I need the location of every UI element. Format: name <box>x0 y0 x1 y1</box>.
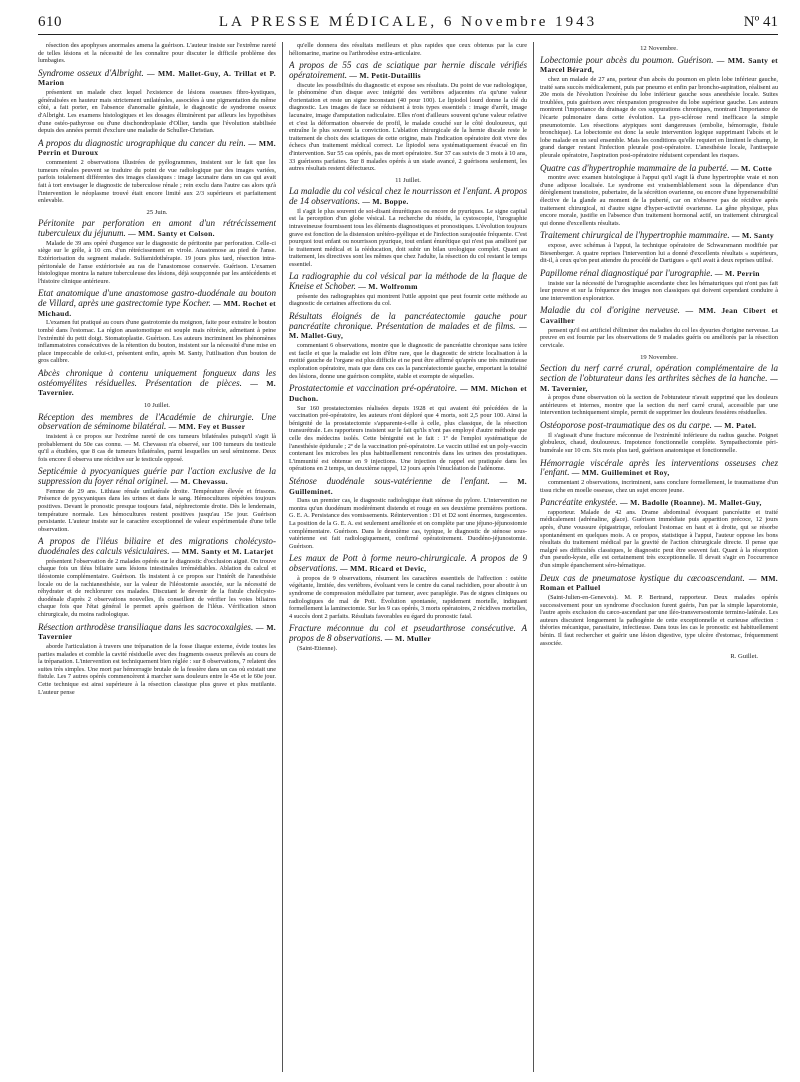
article-title: Péritonite par perforation en amont d'un rétrécissement tuberculeux du jéjunum. <box>38 218 276 239</box>
article <box>289 384 527 473</box>
article-body: chez un malade de 27 ans, porteur d'un abcès du poumon en plein lobe inférieur gauche, traité sans succès médicalement, puis par pneumo et enfin par broncho-aspiration, réalisent au 20e mois de l'évolution l'exérèse du lobe inférieur gauche sous anesthésie locale. Suites troublées, puis guérison avec réexpansion progressive du lobe supérieur gauche. Les auteurs montrent l'importance du drainage de ces suppurations chroniques, montrant l'importance de l'écarte pulmonaire dans cette évolution. La pyo-sclérose rend inefficace la simple pneumotomie. Les résections atypiques sont dangereuses (embolie, hémorragie, fistule bronchique). La lobectomie est donc la seule intervention logique supprimant l'abcès et le lobe malade en un seul ensemble. Mais les conditions qu'elle requiert en limitent le champ, le grand danger restant l'infection pleurale post-opératoire. L'anesthésie locale, l'antisepsie pleurale opératoire, l'aspiration post-opératoire réduisent cependant les risques. <box>540 76 778 159</box>
article-heading <box>289 61 527 80</box>
session-date: 19 Novembre. <box>640 353 678 361</box>
article-authors: — M. Petit-Dutaillis <box>349 70 421 80</box>
session-date: 10 Juillet. <box>143 402 170 410</box>
article-heading <box>38 289 276 318</box>
article-title: Section du nerf carré crural, opération complémentaire de la section de l'obturateur dans les arthrites sèches de la hanche. <box>540 363 778 383</box>
article-authors: — MM. Santy et Marcel Bérard, <box>540 55 778 75</box>
session-date: 25 Juin. <box>146 208 168 216</box>
article-heading <box>540 459 778 478</box>
article <box>289 554 527 620</box>
article-title: Traitement chirurgical de l'hypertrophie mammaire. <box>540 230 730 241</box>
article-title: A propos de 55 cas de sciatique par hernie discale vérifiés opératoirement. <box>289 60 527 80</box>
article-heading <box>38 369 276 398</box>
article-title: A propos du diagnostic urographique du cancer du rein. <box>38 137 246 148</box>
article-heading <box>38 69 276 88</box>
article-title: Maladie du col d'origine nerveuse. <box>540 305 680 316</box>
article <box>289 187 527 268</box>
article-authors: — MM. Santy et Colson. <box>128 229 215 239</box>
article <box>289 624 527 652</box>
article-title: Réception des membres de l'Académie de chirurgie. Une observation de séminome bilatéral. <box>38 411 276 432</box>
article-heading <box>540 574 778 593</box>
article-authors: — M. Tavernier, <box>540 373 778 393</box>
article-authors: — MM. Santy et M. Latarjet <box>171 547 274 557</box>
article-title: Les maux de Pott à forme neuro-chirurgicale. A propos de 9 observations. <box>289 553 527 574</box>
article-title: A propos de l'iléus biliaire et des migrations cholécysto-duodénales des calculs vésiculaires. <box>38 536 276 557</box>
article <box>38 369 276 398</box>
article-body: commentant 2 observations, incriminent, sans conclure formellement, le traumatisme d'un tissu riche en moelle osseuse, chez un sujet encore jeune. <box>540 478 778 494</box>
journal-title: LA PRESSE MÉDICALE, 6 Novembre 1943 <box>218 14 598 30</box>
article-body: présente des radiographies qui montrent l'utile appoint que peut fournir cette méthode au diagnostic de certaines affections du col. <box>289 292 527 308</box>
journal-page <box>38 12 778 696</box>
article-title: Sténose duodénale sous-vatérienne de l'enfant. <box>289 475 490 486</box>
article-body: à propos d'une observation où la section de l'obturateur n'avait supprimé que les douleurs antérieures et internes, montre que la section du nerf carré crural, accessible par une intervention techniquement simple, permit de supprimer les douleurs fessières résiduelles. <box>540 394 778 417</box>
article-heading <box>38 467 276 486</box>
article-authors: — M. Guilleminet. <box>289 476 527 496</box>
article-authors: — M. Tavernier. <box>38 378 276 398</box>
article <box>38 139 276 205</box>
article-title: La radiographie du col vésical par la méthode de la flaque de Kneise et Schober. <box>289 271 527 292</box>
article-body: (Saint-Julien-en-Genevois). M. P. Bertrand, rapporteur. Deux malades opérés successivement pour un syndrome d'occlusion furent guéris, l'un par la simple laparotomie, l'autre après exclusion du cæco-ascendant par une iléo-transversostomie termino-latérale. Les auteurs discutent longuement la pathogénie de cette exceptionnelle et curieuse affection : théories mécanique, parasitaire, infectieuse. Dans tous les cas le pronostic est habituellement bénin. Il faut rechercher et guérir une lésion digestive, type ulcère d'estomac, fréquemment associée. <box>540 593 778 647</box>
article-title: Prostatectomie et vaccination pré-opératoire. <box>289 383 458 394</box>
article-title: Fracture méconnue du col et pseudarthrose consécutive. A propos de 8 observations. <box>289 623 527 644</box>
article-authors: — M. Chevassu. <box>170 477 228 487</box>
article-heading <box>289 312 527 341</box>
article-body: discute les possibilités du diagnostic et expose ses résultats. Du point de vue radiologique, le phénomène d'un disque avec intégrité des vertèbres adjacentes n'a qu'une valeur d'orientation et reste un signe inconstant (40 pour 100). Le lipiodol lourd donne la clé du diagnostic. Les images de face se réduisent à trois types essentiels : image d'arrêt, image lacunaire, image d'amputation radiculaire. Elles n'ont d'ailleurs souvent qu'une valeur relative et c'est la déformation observée de profil, le malade couché sur le côté douloureux, qui entraîne le plus souvent la conviction. L'ablation chirurgicale de la hernie discale reste le traitement de choix des sciatiques de cette origine, mais l'indication opératoire doit vivre des échecs d'un traitement médical correct. Le lipiodol sera systématiquement évacué en fin d'intervention. Sur 55 cas opérés, pas de mort opératoire. Sur 37 cas suivis de 3 mois à 10 ans, 33 guérisons parfaites. Sur 8 malades opérés à un stade avancé, 2 guérisons seulement, les autres résultats restent défectueux. <box>289 81 527 173</box>
article <box>289 477 527 551</box>
article <box>38 467 276 533</box>
issue-number: Nº 41 <box>743 14 778 30</box>
column-divider <box>533 42 534 1072</box>
article-title: Septicémie à pyocyaniques guérie par l'action exclusive de la suppression du foyer rénal originel. <box>38 466 276 487</box>
article-body: Il s'agissait d'une fracture méconnue de l'extrémité inférieure du radius gauche. Poignet globuleux, chaud, douloureux. Impotence fonctionnelle complète. Sympathectomie péri-humérale sur 10 cm. Six mois plus tard, guérison anatomique et fonctionnelle. <box>540 431 778 454</box>
article-heading <box>38 413 276 432</box>
article <box>540 56 778 160</box>
article-authors: — M. Patel. <box>714 421 757 431</box>
article-heading <box>38 537 276 556</box>
article-title: Pancréatite enkystée. <box>540 497 618 508</box>
article-heading <box>540 364 778 393</box>
article-authors: — MM. Perrin et Duroux <box>38 138 276 158</box>
article-body: Il s'agit le plus souvent de soi-disant énurétiques ou encore de pyuriques. Le signe capital est la perception d'un globe vésical. La recherche du résidu, la cystoscopie, l'urographie intraveineuse fournissent tous les éléments diagnostiques et pronostiques. L'évolution toujours grave est fonction de la distension urétéro-pyélique et de l'infection surajoutée fréquente. C'est pourquoi tout enfant ou nourrisson pyurique, tout enfant énurétique qui n'est pas amélioré par le traitement médical et la rééducation, doit subir un bilan urologique complet. Quant au traitement, les directives sont les mêmes que chez l'adulte, la résection du col restant le temps essentiel. <box>289 207 527 268</box>
article-body: pensent qu'il est artificiel d'éliminer des maladies du col les dysuries d'origine nerveuse. La preuve en est fournie par les observations de 9 malades guéris ou améliorés par la résection cervicale. <box>540 326 778 349</box>
article-body: Femme de 29 ans. Lithiase rénale unilatérale droite. Température élevée et frissons. Présence de pyocyaniques dans les urines et dans le sang. Hémocultures répétées toujours positives. Devant le pronostic presque toujours fatal, néphrectomie droite. Dès le lendemain, température normale. Les hémocultures restent positives jusqu'au 15e jour. Guérison persistante. L'auteur insiste sur le caractère exceptionnel de valeur expérimentale d'une telle observation. <box>38 487 276 533</box>
article-authors: — MM. Rochet et Michaud. <box>38 298 276 318</box>
page-header <box>38 12 778 35</box>
article <box>540 421 778 454</box>
article-body: Malade de 39 ans opéré d'urgence sur le diagnostic de péritonite par perforation. Celle-ci siège sur le grêle, à 10 cm. d'un rétrécissement en virole. Anastomose au pied de l'anse. Extériorisation du segment malade. Sulfamidothérapie. 19 jours plus tard, résection intra-péritonéale de l'anse extériorisée au ras de l'anastomose conservée. Guérison. L'examen histologique montra la nature tuberculeuse des lésions, déjà soupçonnée par les antécédents et l'histoire clinique antérieure. <box>38 239 276 285</box>
article-body: présentent un malade chez lequel l'existence de lésions osseuses fibro-kystiques, généralisées en hauteur mais strictement unilatérales, associées à une pigmentation du même côté, a fait porter, en l'absence d'anomalie génitale, le diagnostic de syndrome osseux d'Albright. Les examens histologiques et les dosages éliminèrent par ailleurs les hypothèses d'une ostéo-pathyrose ou d'une dischondroplasie d'Ollier, tandis que l'évolution stabilisée depuis des années permit d'exclure une maladie de Schuller-Christian. <box>38 89 276 135</box>
article-authors: — MM. Jean Cibert et Cavailher <box>540 306 778 326</box>
article-heading <box>540 306 778 325</box>
article-heading <box>38 623 276 642</box>
column-1 <box>38 42 276 1072</box>
article-body: montre avec examen histologique à l'appui qu'il s'agit là d'une hypertrophie vraie et non d'une adipose localisée. Le syndrome est vraisemblablement sous la dépendance d'un dérèglement transitoire, pubertaire, de la sécrétion ovarienne, ou encore d'une hypersensibilité élective de la glande au moment de la puberté, car on n'observe pas de récidive après traitement chirurgical, ni d'autre signe d'hyper-activité ovarienne. La gêne physique, plus encore morale, justifie en l'absence d'un traitement hormonal actif, un traitement chirurgical qui donne d'excellents résultats. <box>540 174 778 227</box>
signature: R. Guillet. <box>730 653 758 661</box>
article <box>289 312 527 380</box>
article-heading <box>289 272 527 291</box>
article-title: Résultats éloignés de la pancréatectomie gauche pour pancréatite chronique. Présentation de malades et de films. <box>289 311 527 331</box>
article-authors: — MM. Mallet-Guy, A. Trillat et P. Marion <box>38 68 276 88</box>
article-body: commentant 6 observations, montre que le diagnostic de pancréatite chronique sans ictère est facile et que la maladie est loin d'être rare, que le diagnostic de stricte localisation à la moitié gauche de l'organe est plus difficile et ne peut être affirmé qu'après une très minutieuse exploration opératoire, mais que dans ces cas la pancréatectomie gauche, emportant la totalité des lésions, donne une guérison complète, stable et exempte de séquelles. <box>289 342 527 380</box>
article-authors: — MM. Roman et Palluel <box>540 573 778 593</box>
article-heading <box>540 56 778 75</box>
article-body: insistent à ce propos sur l'extrême rareté de ces tumeurs bilatérales puisqu'il s'agit là probablement du 50e cas connu. — M. Chevassu n'a observé, sur 100 tumeurs du testicule qu'il a étudiées, que 8 cas de tumeurs bilatérales, parmi lesquelles un seul séminome. Deux fois encore il observa une récidive sur le testicule opposé. <box>38 433 276 463</box>
column-3 <box>540 42 778 1072</box>
article-body: insiste sur la nécessité de l'urographie ascendante chez les hématuriques qui n'ont pas fait leur preuve et sur la fréquence des images non classiques qui doivent cependant conduire à une intervention exploratrice. <box>540 279 778 302</box>
article-body: expose, avec schémas à l'appui, la technique opératoire de Schwarsmann modifiée par Biesenberger. A quatre reprises l'intervention lui a donné d'excellents résultats « supérieurs, dit-il, à ceux qu'on peut attendre du procédé de Dartigues » qu'il avait à deux reprises utilisé. <box>540 242 778 265</box>
article-body: commentent 2 observations illustrées de pyélogrammes, insistent sur le fait que les tumeurs rénales peuvent se traduire du point de vue radiologique par des images variées, parfois totalement différentes des images classiques : image lacunaire dans un cas qui avait fait à tort envisager le diagnostic de tuberculose rénale ; rein exclu dans l'autre cas alors qu'à l'intervention le néoplasme trouvé était encore limité aux 2/3 supérieurs et parfaitement enlevable. <box>38 159 276 205</box>
article-body: L'examen fut pratiqué au cours d'une gastrotomie du moignon, faite pour extraire le bouton tombé dans l'estomac. La région anastomotique est souple mais rétrécie, admettant à peine l'extrémité du petit doigt. Stomatoplastie. Guérison. Les auteurs incriminent les phénomènes inflammatoires consécutives de la rétention du bouton, insistent sur la nécessité d'une mise en place impeccable de celui-ci, présentent enfin, après M. Santy, l'utilisation d'un bouton de gros calibre. <box>38 319 276 365</box>
article-title: Etat anatomique d'une anastomose gastro-duodénale au bouton de Villard, après une gastrectomie type Kocher. <box>38 288 276 308</box>
columns-container <box>38 42 778 1072</box>
article <box>540 364 778 417</box>
article <box>38 219 276 285</box>
article-authors: — M. Badolle (Roanne). M. Mallet-Guy, <box>620 498 762 508</box>
article <box>540 574 778 648</box>
article-title: Syndrome osseux d'Albright. <box>38 67 144 78</box>
article-heading <box>38 139 276 158</box>
article-body: rapporteur. Malade de 42 ans. Drame abdominal évoquant pancréatite et traité médicalement (adrénaline, glace). Guérison immédiate puis apparition précoce, 12 jours après, d'une voussure épigastrique, refoulant l'estomac en haut et à droite, qui se résorbe spontanément en quelques mois. A ce propos, statistique à l'appui, l'auteur oppose les bons résultats du traitement médical par la gravité de l'action chirurgicale directe. Il pense que malgré ses difficultés classiques, le diagnostic peut être souvent fait. Quant à la résorption d'un pseudo-kyste, elle est certainement très exceptionnelle. Il devait s'agir en l'occurrence d'un simple épanchement séro-hématique. <box>540 508 778 569</box>
article-authors: — M. Perrin <box>714 268 760 278</box>
article-authors: — MM. Michon et Duchon. <box>289 384 527 403</box>
article-heading <box>289 477 527 496</box>
article-authors: — MM. Fey et Busser <box>168 422 246 432</box>
article-title: La maladie du col vésical chez le nourrisson et l'enfant. A propos de 14 observations. <box>289 186 527 207</box>
article-heading <box>540 498 778 508</box>
article-title: Lobectomie pour abcès du poumon. Guérison. <box>540 54 714 65</box>
article-title: Résection arthrodèse transiliaque dans les sacrocoxalgies. <box>38 621 254 632</box>
article-body: Sur 160 prostatectomies réalisées depuis 1928 et qui avaient été précédées de la vaccination pré-opératoire, les auteurs n'ont déploré que 4 morts, soit 2,5 pour 100. Ainsi la bénignité de la prostatectomie s'apparente-t-elle à celle, plus classique, de la résection transurétrale. Les rapporteurs insistent sur le fait qu'ils n'ont pas employé d'autre méthode que celle des médecins isolés. Cette bénignité est le fait : 1º de l'emploi systématique de l'anesthésie épidurale ; 2º de la vaccination pré-opératoire. Le vaccin utilisé est un poly-vaccin contenant les microbes les plus habituellement rencontrés dans les urines des prostatiques. L'immunité est obtenue en 9 injections. Une injection de rappel est pratiquée dans les opérations en 2 temps, un deuxième rappel, 12 jours après l'énucléation de l'adénome. <box>289 404 527 473</box>
article-authors: — M. Wolfromm <box>358 282 418 292</box>
article-title: Quatre cas d'hypertrophie mammaire de la puberté. <box>540 162 729 173</box>
article-authors: — MM. Guilleminet et Roy, <box>571 468 670 478</box>
article-title: Abcès chronique à contenu uniquement fongueux dans les ostéomyélites résiduelles. Présentation de pièces. <box>38 367 276 388</box>
article <box>540 498 778 569</box>
article-heading <box>540 421 778 431</box>
article-body: présentent l'observation de 2 malades opérés sur le diagnostic d'occlusion aiguë. On trouve chaque fois un iléus biliaire sans lésions intestinales irrémédiables. Ablation du calcul et iléostomie complémentaire. Guérison. Ils insistent à ce propos sur l'intérêt de l'anesthésie locale ou de la rachianesthésie, sur la valeur de l'iléostomie associée, sur la nécessité de réhydrater et de rechlorurer ces malades. Discutant le devenir de la fistule cholécysto-duodénale d'après 2 observations nouvelles, ils conseillent de vérifier les voies biliaires chaque fois que l'état général le permet après guérison de l'iléus. Vérification sinon chirurgicale, du moins radiologique. <box>38 557 276 618</box>
article-authors: — M. Muller <box>384 634 432 644</box>
article-heading <box>289 384 527 403</box>
article-body: à propos de 9 observations, résument les caractères essentiels de l'affection : ostéite végétante, limitée, des vertèbres, évoluant vers le centre du canal rachidien, pour aboutir à un syndrome de compression médullaire par tumeur, avec paraplégie. Pas de signes cliniques ou radiologiques de mal de Pott. Évolution spontanée, rapidement mortelle, indiquant formellement la laminectomie. Sur les 9 cas opérés, 3 morts opératoires, 2 récidives mortelles, 4 succès dont 2 parfaits. Résultats favorables eu égard du pronostic fatal. <box>289 574 527 620</box>
article-title: Hémorragie viscérale après les interventions osseuses chez l'enfant. <box>540 457 778 478</box>
article <box>289 61 527 173</box>
article-heading <box>289 187 527 206</box>
article-heading <box>540 269 778 279</box>
article <box>38 413 276 464</box>
article-authors: — M. Cotte <box>730 163 773 173</box>
article-title: Papillome rénal diagnostiqué par l'urographie. <box>540 267 713 278</box>
article-body: Dans un premier cas, le diagnostic radiologique était sténose du pylore. L'intervention ne montra qu'un duodénum modérément distendu et rouge en ses deuxième premières portions. G. E. A. Persistance des vomissements. Réintervention : D1 et D2 sont énormes, turgescentes. La position de la G. E. A. est seulement améliorée et on complète par une jéjuno-jéjunostomie complémentaire. Guérison. Dans le deuxième cas, typique, le diagnostic de sténose sous-vatérienne est fait radiologiquement, confirmé opératoirement. Duodéno-jéjunostomie. Guérison. <box>289 497 527 550</box>
article-heading <box>289 554 527 573</box>
article-authors: — M. Santy <box>731 231 774 241</box>
article <box>38 69 276 135</box>
page-number: 610 <box>38 14 62 30</box>
article-title: Ostéoporose post-traumatique des os du carpe. <box>540 420 712 431</box>
article <box>540 459 778 495</box>
article-body: (Saint-Etienne). <box>297 644 338 652</box>
paragraph: qu'elle donnera des résultats meilleurs et plus rapides que ceux obtenus par la cure héliomarine, marine ou l'arthrodèse extra-articulaire. <box>289 42 527 57</box>
article <box>289 272 527 308</box>
session-date: 12 Novembre. <box>640 45 678 52</box>
article <box>540 164 778 228</box>
article <box>38 289 276 365</box>
article <box>38 623 276 697</box>
article-heading <box>289 624 527 643</box>
paragraph: résection des apophyses anormales amena la guérison. L'auteur insiste sur l'extrême rareté de telles lésions et la nécessité de les connaître pour discuter le difficile problème des lumbagies. <box>38 42 276 65</box>
article-authors: — MM. Ricard et Devic, <box>340 564 427 574</box>
column-divider <box>282 42 283 1072</box>
column-2 <box>289 42 527 1072</box>
article-title: Deux cas de pneumatose kystique du cæcoascendant. <box>540 572 745 583</box>
article-heading <box>38 219 276 238</box>
article-heading <box>540 231 778 241</box>
article <box>540 269 778 302</box>
article-authors: — M. Boppe. <box>362 197 409 207</box>
article <box>38 537 276 618</box>
article-authors: — M. Tavernier <box>38 622 276 642</box>
article-body: aborde l'articulation à travers une trépanation de la fosse iliaque externe, évide toutes les parties malades et comble la cavité résiduelle avec des fragments osseux prélevés au cours de la trépanation. L'intervention est techniquement bien réglée : sur 8 observations, 7 relatent des suites très simples. Une mort par hémorragie brutale de la fessière dans un cas où existait une fistule. Les 7 autres opérés commencèrent à marcher sans douleurs entre le 45e et le 60e jour. Cette technique est ainsi supérieure à la résection classique plus grave et plus mutilante. L'auteur pense <box>38 642 276 696</box>
session-date: 11 Juillet. <box>395 176 421 184</box>
article-authors: — M. Mallet-Guy, <box>289 321 527 341</box>
article-heading <box>540 164 778 174</box>
article <box>540 306 778 349</box>
article <box>540 231 778 264</box>
